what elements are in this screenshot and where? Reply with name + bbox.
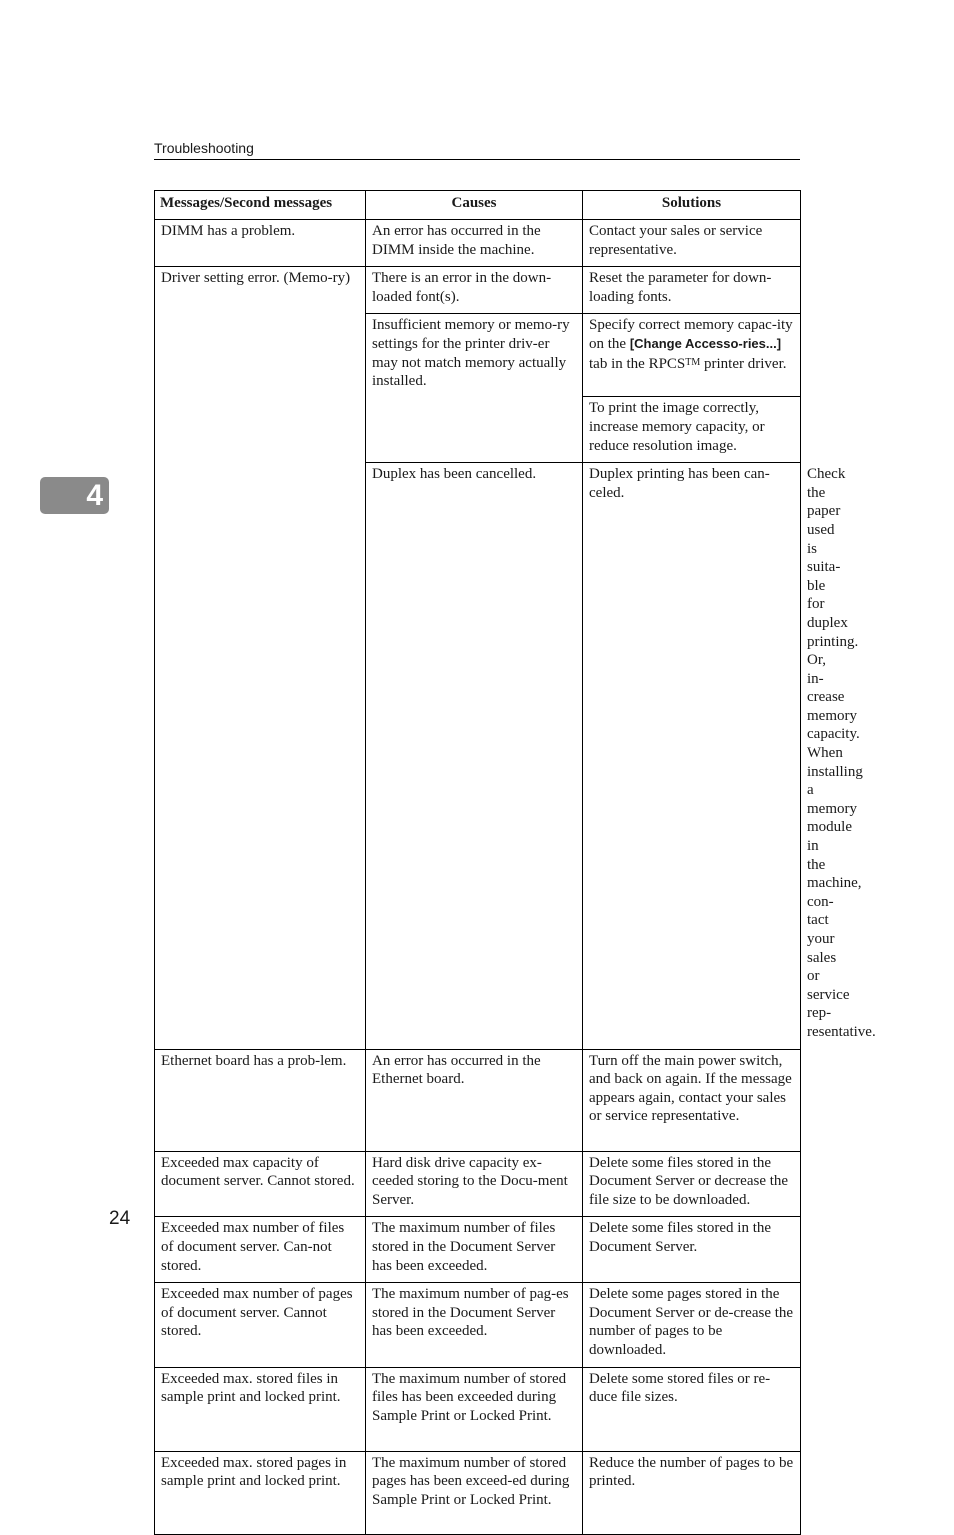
solution-cell: Delete some pages stored in the Document Server or de-crease the number of pages to be downloaded.	[583, 1283, 801, 1367]
change-accessories-tab-label: [Change Accesso-ries...]	[629, 335, 782, 351]
chapter-tab: 4	[40, 477, 109, 514]
solution-cell: Reduce the number of pages to be printed.	[583, 1451, 801, 1534]
cause-cell: There is an error in the down-loaded font(s).	[366, 267, 583, 314]
cause-cell: The maximum number of stored files has been exceeded during Sample Print or Locked Print.	[366, 1367, 583, 1451]
message-cell: DIMM has a problem.	[155, 220, 366, 267]
cause-cell: The maximum number of pag-es stored in the Document Server has been exceeded.	[366, 1283, 583, 1367]
solution-cell: To print the image correctly, increase memory capacity, or reduce resolution image.	[583, 397, 801, 463]
table-row	[155, 220, 801, 267]
message-cell: Exceeded max capacity of document server. Cannot stored.	[155, 1151, 366, 1217]
solution-cell: Turn off the main power switch, and back on again. If the message appears again, contact your sales or service representative.	[583, 1049, 801, 1151]
cause-cell: Duplex printing has been can-celed.	[583, 463, 801, 1049]
page-number: 24	[109, 1208, 131, 1229]
running-header: Troubleshooting	[154, 139, 800, 160]
cause-cell: Insufficient memory or memo-ry settings for the printer driv-er may not match memory actually installed.	[366, 314, 583, 463]
table-row	[155, 1049, 801, 1151]
cause-cell: Hard disk drive capacity ex-ceeded storing to the Docu-ment Server.	[366, 1151, 583, 1217]
table-row	[155, 1217, 801, 1283]
column-header-solutions: Solutions	[583, 191, 801, 220]
solution-text: Specify correct memory capac-ity on the	[589, 317, 793, 352]
solution-cell: Delete some files stored in the Document Server or decrease the file size to be downloaded.	[583, 1151, 801, 1217]
column-header-messages: Messages/Second messages	[155, 191, 366, 220]
message-cell: Exceeded max. stored files in sample print and locked print.	[155, 1367, 366, 1451]
table-row	[155, 1367, 801, 1451]
message-cell: Duplex has been cancelled.	[366, 463, 583, 1049]
cause-cell: An error has occurred in the Ethernet board.	[366, 1049, 583, 1151]
table-row	[155, 267, 801, 314]
table-row	[155, 1151, 801, 1217]
column-header-causes: Causes	[366, 191, 583, 220]
message-cell: Driver setting error. (Memo-ry)	[155, 267, 366, 1049]
message-cell: Exceeded max. stored pages in sample print and locked print.	[155, 1451, 366, 1534]
message-cell: Exceeded max number of pages of document server. Cannot stored.	[155, 1283, 366, 1367]
troubleshooting-table	[154, 190, 876, 1535]
solution-cell: Delete some files stored in the Document Server.	[583, 1217, 801, 1283]
solution-text: printer driver.	[704, 355, 787, 372]
solution-cell	[583, 314, 801, 397]
table-header-row	[155, 191, 801, 220]
solution-cell: Delete some stored files or re-duce file sizes.	[583, 1367, 801, 1451]
cause-cell: An error has occurred in the DIMM inside the machine.	[366, 220, 583, 267]
trademark-mark: TM	[685, 356, 701, 368]
cause-cell: The maximum number of files stored in the Document Server has been exceeded.	[366, 1217, 583, 1283]
solution-text: tab in the RPCS	[589, 355, 686, 372]
message-cell: Ethernet board has a prob-lem.	[155, 1049, 366, 1151]
solution-cell: Reset the parameter for down-loading fonts.	[583, 267, 801, 314]
cause-cell: The maximum number of stored pages has been exceed-ed during Sample Print or Locked Print.	[366, 1451, 583, 1534]
table-row: Duplex has been cancelled. Duplex printing has been can-celed. Check the paper used is suita-ble for duplex printing. Or, in-crease memory capacity. When installing a memory module in the machine, con-tact your sales or service rep-resentative.	[155, 463, 801, 1049]
table-row	[155, 1283, 801, 1367]
solution-cell: Contact your sales or service representative.	[583, 220, 801, 267]
message-cell: Exceeded max number of files of document server. Can-not stored.	[155, 1217, 366, 1283]
table-row	[155, 1451, 801, 1534]
